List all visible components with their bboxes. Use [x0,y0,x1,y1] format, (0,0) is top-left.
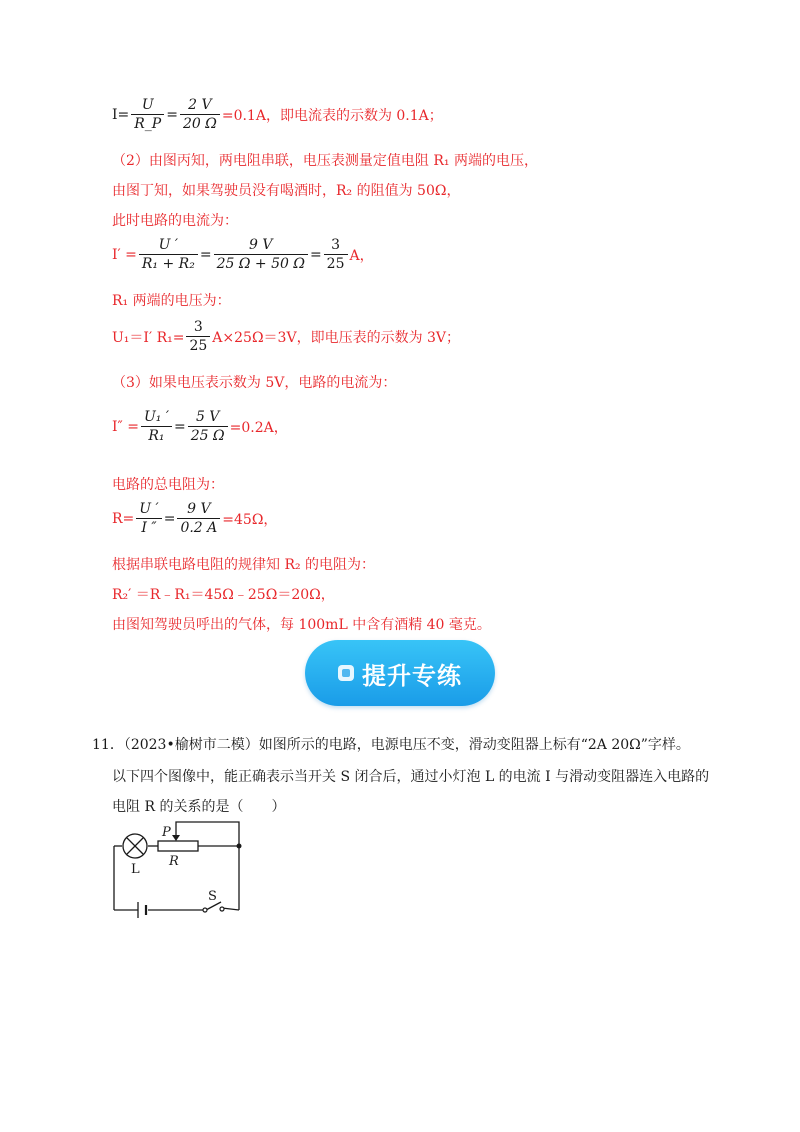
eq-prefix: I= [112,106,130,123]
solution-line-10: 电路的总电阻为： [112,477,224,493]
fraction: $\frac{2 V}{20 \Omega}$ [180,96,220,133]
solution-line-13: R₂′ ＝R﹣R₁＝45Ω﹣25Ω＝20Ω， [112,587,335,603]
fraction: $\frac{3}{25}$ [186,318,210,355]
solution-line-8: （3）如果电压表示数为 5V，电路的电流为： [112,375,397,391]
solution-line-11: R= $\frac{U '}{I ''}$ = $\frac{9 V}{0.2 A}$ =45Ω， [112,501,278,536]
fraction: $\frac{U '}{I ''}$ [136,500,161,537]
solution-line-2: （2）由图丙知，两电阻串联，电压表测量定值电阻 R₁ 两端的电压， [112,153,538,169]
slider-arrow [172,835,180,841]
question-line-1: 11．（2023•榆树市二模）如图所示的电路，电源电压不变，滑动变阻器上标有“2A 20Ω”字样。 [92,737,690,753]
solution-line-9: I″ = $\frac{\text{U₁ ′}}{\text{R₁}}$ = $\frac{5 V}{25 \Omega}$ =0.2A， [112,409,288,444]
slider-label: P [162,825,171,840]
solution-line-12: 根据串联电路电阻的规律知 R₂ 的电阻为： [112,557,376,573]
solution-line-14: 由图知驾驶员呼出的气体，每 100mL 中含有酒精 40 毫克。 [112,617,491,633]
battery-symbol [138,902,146,918]
circuit-diagram [108,818,258,926]
switch-contact [220,907,224,911]
lamp-label: L [131,862,140,877]
fraction: $\frac{U}{R\_P}$ [131,96,164,133]
question-line-3: 电阻 R 的关系的是（ ） [112,799,286,815]
solution-line-6: R₁ 两端的电压为： [112,293,231,309]
fraction: $\frac{5 V}{25 \Omega}$ [188,408,228,445]
solution-line-5: I′ = $\frac{U '}{\text{R₁ + R₂}}$ = $\frac{9 V}{25 \Omega + 50 \Omega}$ = $\frac{3}{25}$ A， [112,237,374,272]
solution-line-1: I= $\frac{U}{R\_P}$ = $\frac{2 V}{20 \Omega}$ =0.1A，即电流表的示数为 0.1A； [112,97,443,132]
switch-contact [203,908,207,912]
badge-label: 提升专练 [362,661,462,690]
resistor-label: R [169,854,179,869]
rheostat-symbol [158,841,198,851]
switch-label: S [208,889,217,904]
cube-icon [338,665,354,681]
lamp-symbol [123,834,147,858]
eq-suffix: =0.1A，即电流表的示数为 0.1A； [221,107,443,124]
fraction: $\frac{U '}{\text{R₁ + R₂}}$ [139,236,198,273]
practice-section-badge [305,640,495,706]
question-line-2: 以下四个图像中，能正确表示当开关 S 闭合后，通过小灯泡 L 的电流 I 与滑动变阻器连入电路的 [112,769,710,785]
solution-line-4: 此时电路的电流为： [112,213,238,229]
solution-line-3: 由图丁知，如果驾驶员没有喝酒时，R₂ 的阻值为 50Ω， [112,183,461,199]
fraction: $\frac{9 V}{25 \Omega + 50 \Omega}$ [214,236,308,273]
fraction: $\frac{\text{U₁ ′}}{\text{R₁}}$ [141,408,172,445]
fraction: $\frac{3}{25}$ [324,236,348,273]
fraction: $\frac{9 V}{0.2 A}$ [177,500,220,537]
solution-line-7: U₁＝I′ R₁= $\frac{3}{25}$ A×25Ω＝3V，即电压表的示数为 3V； [112,319,461,354]
